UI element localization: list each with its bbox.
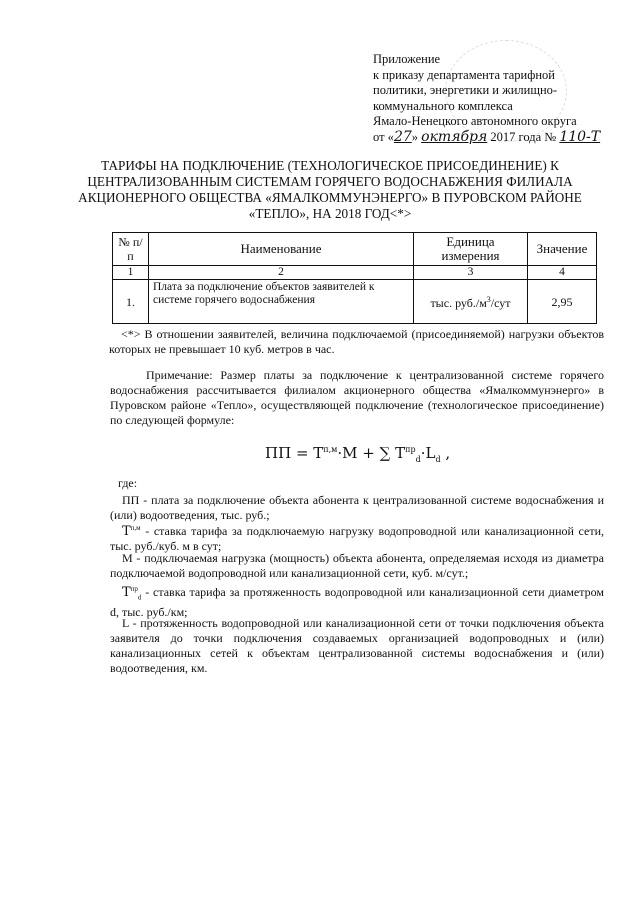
tpm-text: - ставка тарифа за подключаемую нагрузку водопроводной или канализационной сети, тыс. руб./куб. м в сут; [110, 524, 604, 553]
tpm-symbol: T [122, 524, 131, 539]
definition-l: L - протяженность водопроводной или канализационной сети от точки подключения объекта заявителя до точки подключения создаваемых организацией водопроводных и (или) канализационных сетей к объектам централизованной системы водоснабжения и (или) водоотведения, км. [110, 616, 604, 675]
footnote: <*> В отношении заявителей, величина подключаемой (присоединяемой) нагрузки объектов которых не превышает 10 куб. метров в час. [109, 327, 604, 356]
appendix-header [373, 52, 613, 145]
formula-lhs: ПП [265, 444, 292, 462]
formula-t1-sup: п,м [323, 445, 338, 454]
tpr-symbol: T [122, 585, 131, 600]
formula: ПП = $T^{п,м}\cdot M$ + ∑ $T^{пр}_d\cdot L_d$ , [265, 444, 451, 464]
order-number: 110-Т [559, 128, 601, 145]
formula-t2-sub: d [415, 455, 421, 464]
date-year: 2017 года № [487, 129, 560, 144]
appendix-line-5: Ямало-Ненецкого автономного округа [373, 114, 577, 128]
tpr-sub: d [137, 593, 142, 602]
appendix-line-2: к приказу департамента тарифной [373, 67, 555, 82]
formula-t1: T [313, 444, 324, 462]
formula-l-sub: d [435, 455, 441, 464]
document-title: ТАРИФЫ НА ПОДКЛЮЧЕНИЕ (ТЕХНОЛОГИЧЕСКОЕ ПРИСОЕДИНЕНИЕ) К ЦЕНТРАЛИЗОВАННЫМ СИСТЕМАМ ГОРЯЧЕГО ВОДОСНАБЖЕНИЯ ФИЛИАЛА АКЦИОНЕРНОГО ОБЩЕСТВА «ЯМАЛКОММУНЭНЕРГО» В ПУРОВСКОМ РАЙОНЕ «ТЕПЛО», НА 2018 ГОД<*> [78, 158, 582, 221]
row-unit [414, 280, 528, 324]
definition-pp: ПП - плата за подключение объекта абонента к централизованной системе водоснабжения и (или) водоотведения, тыс. руб.; [110, 493, 604, 522]
unit-text: тыс. руб./м [430, 296, 487, 310]
table-col-number-row [113, 266, 597, 280]
appendix-line-4: коммунального комплекса [373, 98, 513, 113]
row-num: 1. [113, 280, 149, 324]
date-day: 27 [393, 128, 412, 145]
tpr-text: - ставка тарифа за протяженность водопроводной или канализационной сети диаметром d, тыс. руб./км; [110, 585, 604, 620]
col-number-4: 4 [528, 266, 597, 280]
table-header-row [113, 233, 597, 266]
unit-post: /сут [490, 296, 511, 310]
where-label: где: [118, 476, 138, 490]
tpr-sup: пр [130, 585, 138, 593]
formula-tail: , [440, 444, 451, 462]
header-unit: Единица измерения [414, 233, 528, 266]
appendix-date-line [373, 130, 613, 146]
definition-tpr [110, 582, 604, 620]
header-name: Наименование [149, 233, 414, 266]
definition-tpm [110, 521, 604, 554]
row-value: 2,95 [528, 280, 597, 324]
unit-sup: 3 [486, 295, 491, 304]
appendix-line-3: политики, энергетики и жилищно- [373, 83, 558, 97]
row-name: Плата за подключение объектов заявителей к системе горячего водоснабжения [149, 280, 414, 324]
formula-t2-sup: пр [405, 445, 416, 454]
header-num: № п/п [113, 233, 149, 266]
formula-l: ·L [420, 444, 436, 462]
tariff-table [112, 232, 597, 324]
formula-mid: ·M + ∑ T [337, 444, 406, 462]
header-value: Значение [528, 233, 597, 266]
tpm-sup: п,м [130, 524, 141, 532]
appendix-line-1: Приложение [373, 52, 441, 66]
table-row [113, 280, 597, 324]
col-number-1: 1 [113, 266, 149, 280]
definition-m: М - подключаемая нагрузка (мощность) объекта абонента, определяемая исходя из диаметра подключаемой водопроводной или канализационной сети, куб. м/сут.; [110, 551, 604, 580]
col-number-3: 3 [414, 266, 528, 280]
col-number-2: 2 [149, 266, 414, 280]
note-paragraph: Примечание: Размер платы за подключение к централизованной системе горячего водоснабжения рассчитывается филиалом акционерного общества «Ямалкоммунэнерго» в Пуровском районе «Тепло», осуществляющей подключение (технологическое присоединение) по следующей формуле: [110, 368, 604, 427]
date-prefix: от « [373, 129, 394, 144]
date-month: октября [421, 128, 488, 145]
date-mid: » [411, 129, 422, 144]
